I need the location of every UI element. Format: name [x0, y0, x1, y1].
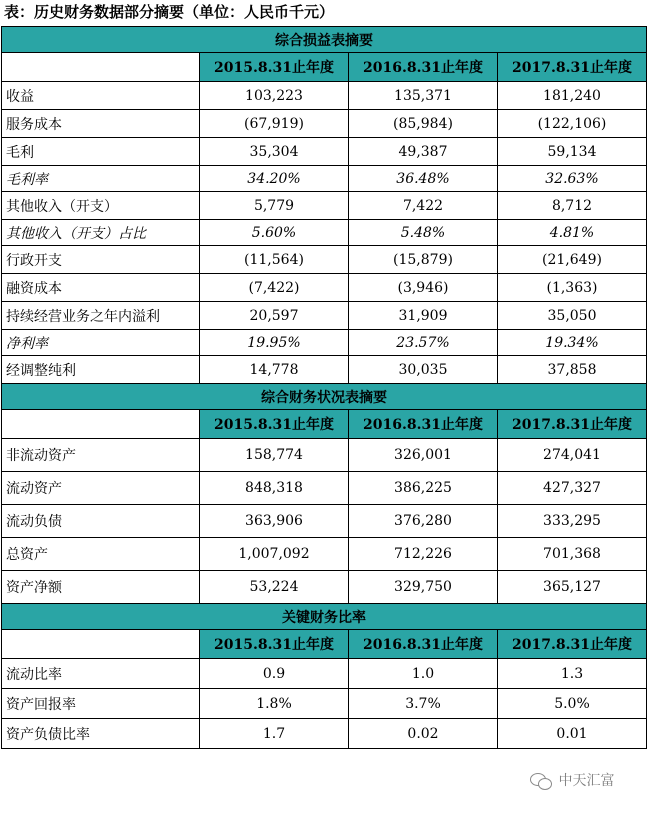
table-row [2, 302, 647, 330]
row-label: 流动负债 [2, 505, 200, 538]
row-value: (85,984) [349, 110, 498, 138]
table-row [2, 356, 647, 384]
row-value: 31,909 [349, 302, 498, 330]
row-value: 135,371 [349, 82, 498, 110]
row-value: 5.60% [200, 220, 349, 246]
row-label: 收益 [2, 82, 200, 110]
watermark-text: 中天汇富 [558, 773, 615, 789]
section-title: 综合财务状况表摘要 [2, 384, 647, 410]
row-value: 5.0% [498, 689, 647, 719]
row-value: (1,363) [498, 274, 647, 302]
row-value: 363,906 [200, 505, 349, 538]
period-header: 2016.8.31止年度 [349, 630, 498, 659]
row-value: 20,597 [200, 302, 349, 330]
section-title-row [2, 384, 647, 410]
row-value: 1,007,092 [200, 538, 349, 571]
row-value: 329,750 [349, 571, 498, 604]
row-label: 行政开支 [2, 246, 200, 274]
row-value: 376,280 [349, 505, 498, 538]
table-row [2, 538, 647, 571]
table-row [2, 192, 647, 220]
period-header: 2016.8.31止年度 [349, 53, 498, 82]
row-label: 流动资产 [2, 472, 200, 505]
row-label: 其他收入（开支） [2, 192, 200, 220]
row-label: 非流动资产 [2, 439, 200, 472]
row-value: 30,035 [349, 356, 498, 384]
row-value: 181,240 [498, 82, 647, 110]
period-header: 2015.8.31止年度 [200, 53, 349, 82]
table-row [2, 505, 647, 538]
row-value: (67,919) [200, 110, 349, 138]
header-blank-cell [2, 53, 200, 82]
row-value: 59,134 [498, 138, 647, 166]
period-header-row [2, 53, 647, 82]
table-row [2, 166, 647, 192]
section-title-row [2, 604, 647, 630]
row-value: 37,858 [498, 356, 647, 384]
row-value: (7,422) [200, 274, 349, 302]
row-value: 3.7% [349, 689, 498, 719]
row-value: (15,879) [349, 246, 498, 274]
row-label: 净利率 [2, 330, 200, 356]
row-label: 资产净额 [2, 571, 200, 604]
row-label: 毛利率 [2, 166, 200, 192]
row-value: 274,041 [498, 439, 647, 472]
row-label: 服务成本 [2, 110, 200, 138]
row-value: 34.20% [200, 166, 349, 192]
row-value: 5.48% [349, 220, 498, 246]
watermark [528, 770, 614, 792]
row-value: 103,223 [200, 82, 349, 110]
table-row [2, 330, 647, 356]
row-value: 49,387 [349, 138, 498, 166]
row-label: 经调整纯利 [2, 356, 200, 384]
row-value: 35,304 [200, 138, 349, 166]
row-value: (21,649) [498, 246, 647, 274]
row-label: 总资产 [2, 538, 200, 571]
period-header: 2015.8.31止年度 [200, 630, 349, 659]
period-header-row [2, 630, 647, 659]
row-value: 14,778 [200, 356, 349, 384]
financial-summary-body [2, 27, 647, 749]
row-label: 资产回报率 [2, 689, 200, 719]
table-row [2, 82, 647, 110]
table-caption: 表：历史财务数据部分摘要（单位：人民币千元） [4, 3, 335, 21]
section-title-row [2, 27, 647, 53]
row-value: 53,224 [200, 571, 349, 604]
table-row [2, 689, 647, 719]
row-value: 1.7 [200, 719, 349, 749]
period-header: 2017.8.31止年度 [498, 630, 647, 659]
table-row [2, 571, 647, 604]
row-value: (11,564) [200, 246, 349, 274]
row-value: (122,106) [498, 110, 647, 138]
period-header-row [2, 410, 647, 439]
row-value: 5,779 [200, 192, 349, 220]
row-value: 4.81% [498, 220, 647, 246]
row-value: 1.3 [498, 659, 647, 689]
table-row [2, 719, 647, 749]
row-label: 毛利 [2, 138, 200, 166]
financial-summary-table [1, 26, 647, 749]
wechat-icon [528, 770, 554, 792]
row-value: 0.02 [349, 719, 498, 749]
table-row [2, 220, 647, 246]
table-row [2, 659, 647, 689]
row-label: 融资成本 [2, 274, 200, 302]
table-row [2, 110, 647, 138]
row-value: 19.95% [200, 330, 349, 356]
row-value: 0.9 [200, 659, 349, 689]
row-label: 资产负债比率 [2, 719, 200, 749]
row-value: 1.8% [200, 689, 349, 719]
table-row [2, 138, 647, 166]
row-value: 326,001 [349, 439, 498, 472]
table-row [2, 439, 647, 472]
row-value: 0.01 [498, 719, 647, 749]
row-value: 23.57% [349, 330, 498, 356]
row-value: 712,226 [349, 538, 498, 571]
row-value: 427,327 [498, 472, 647, 505]
row-value: 7,422 [349, 192, 498, 220]
row-value: 386,225 [349, 472, 498, 505]
row-value: 8,712 [498, 192, 647, 220]
period-header: 2017.8.31止年度 [498, 53, 647, 82]
row-label: 持续经营业务之年内溢利 [2, 302, 200, 330]
row-label: 流动比率 [2, 659, 200, 689]
row-value: 158,774 [200, 439, 349, 472]
row-value: 848,318 [200, 472, 349, 505]
table-row [2, 472, 647, 505]
row-value: 333,295 [498, 505, 647, 538]
header-blank-cell [2, 410, 200, 439]
row-value: 701,368 [498, 538, 647, 571]
header-blank-cell [2, 630, 200, 659]
row-value: 1.0 [349, 659, 498, 689]
row-value: (3,946) [349, 274, 498, 302]
row-value: 19.34% [498, 330, 647, 356]
section-title: 关键财务比率 [2, 604, 647, 630]
row-value: 32.63% [498, 166, 647, 192]
row-value: 365,127 [498, 571, 647, 604]
table-row [2, 274, 647, 302]
period-header: 2016.8.31止年度 [349, 410, 498, 439]
row-value: 35,050 [498, 302, 647, 330]
period-header: 2015.8.31止年度 [200, 410, 349, 439]
table-row [2, 246, 647, 274]
row-label: 其他收入（开支）占比 [2, 220, 200, 246]
period-header: 2017.8.31止年度 [498, 410, 647, 439]
section-title: 综合损益表摘要 [2, 27, 647, 53]
row-value: 36.48% [349, 166, 498, 192]
